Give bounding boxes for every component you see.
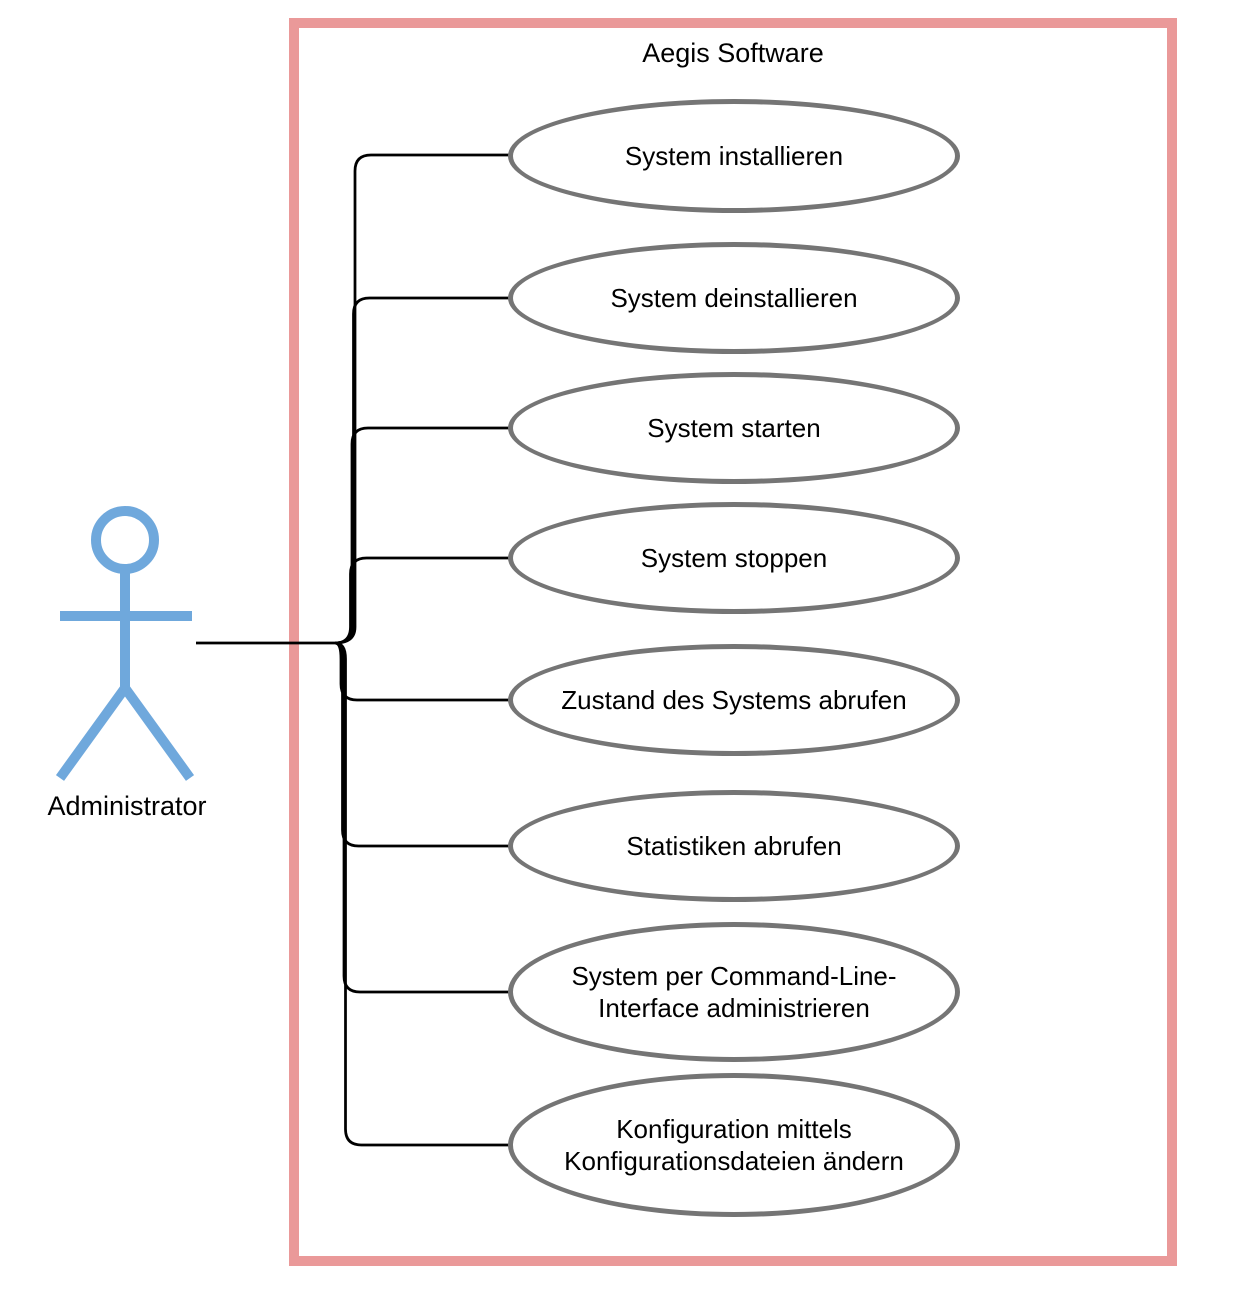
use-case-konfiguration-aendern[interactable] (508, 1073, 960, 1217)
use-case-system-installieren[interactable] (508, 99, 960, 213)
use-case-label: System starten (647, 412, 821, 443)
association-line-1 (335, 155, 512, 643)
association-line-4 (335, 558, 512, 643)
use-case-label: Konfiguration mittels Konfigurationsdateien ändern (564, 1113, 904, 1176)
use-case-system-stoppen[interactable] (508, 502, 960, 614)
use-case-zustand-des-systems-abrufen[interactable] (508, 644, 960, 756)
use-case-label: System per Command-Line-Interface administrieren (571, 960, 897, 1023)
actor-right-leg (125, 688, 190, 778)
use-case-label: Statistiken abrufen (626, 830, 842, 861)
association-line-2 (335, 298, 512, 643)
association-line-5 (335, 643, 512, 700)
use-case-label: System stoppen (640, 542, 828, 573)
use-case-system-starten[interactable] (508, 372, 960, 484)
system-title: Aegis Software (642, 38, 824, 68)
use-case-statistiken-abrufen[interactable] (508, 790, 960, 902)
association-line-8 (335, 643, 512, 1145)
use-case-system-deinstallieren[interactable] (508, 242, 960, 354)
association-lines (196, 155, 512, 1145)
actor-label: Administrator (47, 791, 207, 821)
association-line-6 (335, 643, 512, 846)
actor-head (96, 511, 154, 569)
use-case-cli-administrieren[interactable] (508, 922, 960, 1062)
use-case-label: System deinstallieren (610, 282, 858, 313)
association-line-7 (335, 643, 512, 992)
use-case-label: Zustand des Systems abrufen (561, 684, 907, 715)
actor-stick-figure[interactable] (60, 511, 192, 778)
actor-left-leg (60, 688, 125, 778)
association-line-3 (335, 428, 512, 643)
use-case-label: System installieren (624, 140, 844, 171)
